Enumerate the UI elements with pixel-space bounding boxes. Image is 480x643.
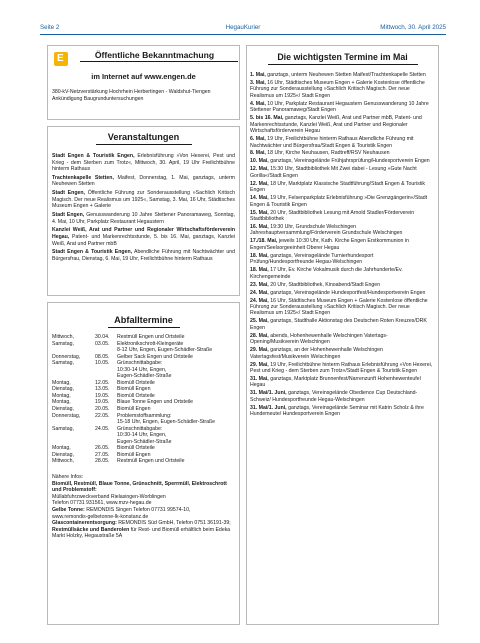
important-dates-box <box>246 45 439 625</box>
waste-info-line: Biomüll, Restmüll, Blaue Tonne, Grünschnitt, Sperrmüll, Elektroschrott und Problemstoff: <box>52 480 227 494</box>
date-item: 18. Mai, 17 Uhr, Ev. Kirche Vokalmusik durch die Jahrhunderte/Ev. Kirchengemeinde <box>250 267 403 280</box>
date-item: 28. Mai, abends, Hohenhewenhalle Welschingen Vatertags-Opening/Musikverein Welschingen <box>250 332 388 346</box>
waste-title-underline <box>108 327 180 328</box>
waste-text-cell: Eugen-Schädler-Straße <box>117 373 172 380</box>
waste-date-cell: 10.05. <box>95 360 110 367</box>
date-item: 18. Mai, ganztags, Vereinsgelände Turnierhundesport Prüfung/Hundesportfreunde Hegau-Welschingen <box>250 252 374 266</box>
waste-text-cell: Biomüll Engen <box>117 451 151 458</box>
date-item: 24. Mai, 16 Uhr, Städtisches Museum Engen + Galerie Kostenlose öffentliche Führung zur Sonderausstellung »Sachlich Kritisch Magisch. Der neue Realismus um 1925«/ Stadt Engen <box>250 297 428 317</box>
waste-day-cell: Dienstag, <box>52 451 74 458</box>
waste-title: Abfalltermine <box>114 315 173 325</box>
waste-date-cell: 28.05. <box>95 458 110 465</box>
event-item: Stadt Engen, Öffentliche Führung zur Sonderausstellung »Sachlich Kritisch Magisch. Der neue Realismus um 1925«, Samstag, 3. Mai, 16 Uhr, Städtisches Museum Engen + Galerie <box>52 190 235 210</box>
waste-info-line: Müllabfuhrzweckverband Rielasingen-Worblingen <box>52 493 166 500</box>
waste-date-cell: 27.05. <box>95 451 110 458</box>
public-notice-box <box>47 45 240 120</box>
date-item: 29. Mai, ganztags, an der Hohenhewenhalle Welschingen Vatertagsfest/Musikverein Welschingen <box>250 347 383 360</box>
waste-day-cell: Montag, <box>52 399 71 406</box>
waste-text-cell: Biomüll Engen <box>117 406 151 413</box>
waste-text-cell: Gelber Sack Engen und Ortsteile <box>117 353 193 360</box>
waste-text-cell: Grünschnittabgabe: <box>117 425 163 432</box>
date-item: 23. Mai, 20 Uhr, Stadtbibliothek, Kinoabend/Stadt Engen <box>250 281 381 288</box>
waste-text-cell: 15-18 Uhr, Engen, Eugen-Schädler-Straße <box>117 419 216 426</box>
waste-day-cell: Samstag, <box>52 340 74 347</box>
waste-day-cell: Montag, <box>52 379 71 386</box>
dates-list <box>247 65 438 418</box>
waste-day-cell: Dienstag, <box>52 406 74 413</box>
events-title: Veranstaltungen <box>107 132 180 142</box>
date-item: 1. Mai, ganztags, unterm Neuhewen Stetten Maifest/Trachtenkapelle Stetten <box>250 72 426 78</box>
waste-text-cell: Biomüll Engen <box>117 386 151 393</box>
date-item: 25. Mai, ganztags, Stadthalle Aktionstag des Deutschen Roten Kreuzes/DRK Engen <box>250 318 427 331</box>
date-item: 5. bis 16. Mai, ganztags, Kanzlei Weiß, Arat und Partner mbB, Patent- und Markenrechtsstunde, Kanzlei Weiß, Arat und Partner und Regionaler Wirtschaftsförderverein Hegau <box>250 115 422 135</box>
date-item: 31. Mai/1. Juni, ganztags, Vereinsgelände Seminar mit Katrin Scholz & ihre Hundemeute/ Hundesportverein Engen <box>250 404 424 418</box>
header-divider <box>40 34 446 35</box>
waste-date-cell: 22.05. <box>95 412 110 419</box>
notice-line-1: 380-kV-Netzverstärkung Hochrhein Herbertingen - Waldshut-Tiengen <box>52 89 211 95</box>
dates-title: Die wichtigsten Termine im Mai <box>277 52 408 62</box>
date-item: 12. Mai, 18 Uhr, Marktplatz Klassische Stadtführung/Stadt Engen & Touristik Engen <box>250 180 425 194</box>
notice-link[interactable]: im Internet auf www.engen.de <box>91 72 196 81</box>
date-item: 15. Mai, 20 Uhr, Stadtbibliothek Lesung mit Arnold Stadler/Förderverein Stadtbibliothek <box>250 209 415 223</box>
date-item: 10. Mai, ganztags, Vereinsgelände Frühjahrsprüfung/Hundesportverein Engen <box>250 158 430 165</box>
waste-day-cell: Donnerstag, <box>52 412 81 419</box>
waste-day-cell: Mittwoch, <box>52 458 74 465</box>
waste-text-cell: 10:30-14 Uhr, Engen, <box>117 366 167 373</box>
waste-date-cell: 20.05. <box>95 406 110 413</box>
waste-info-line: Gelbe Tonne: REMONDIS Singen Telefon 07731 99574-10, <box>52 506 191 513</box>
waste-day-cell: Montag, <box>52 392 71 399</box>
notice-text <box>52 89 235 102</box>
date-item: 3. Mai, 16 Uhr, Städtisches Museum Engen + Galerie Kostenlose öffentliche Führung zur Sonderausstellung »Sachlich Kritisch Magisch. Der neue Realismus um 1925«/ Stadt Engen <box>250 79 425 99</box>
waste-text-cell: 10:30-14 Uhr, Engen, <box>117 432 167 439</box>
waste-text-cell: Elektronikschrott-Kleingeräte <box>117 340 184 347</box>
waste-info-line: Telefon 07731 931561, www.mzv-hegau.de <box>52 500 152 507</box>
waste-date-cell: 19.05. <box>95 399 110 406</box>
event-item: Stadt Engen & Touristik Engen, Erlebnisführung »Von Hexerei, Pest und Krieg - dem Sterben zum Trotz«, Mittwoch, 30. April, 19 Uhr Freilichtbühne hinterm Rathaus <box>52 153 235 173</box>
date-item: 24. Mai, ganztags, Vereinsgelände Hundesportfest/Hundesportverein Engen <box>250 289 426 296</box>
waste-info-title: Nähere Infos: <box>52 473 84 480</box>
waste-dates-box <box>47 302 240 625</box>
waste-day-cell: Donnerstag, <box>52 353 81 360</box>
waste-day-cell: Samstag, <box>52 360 74 367</box>
waste-info <box>48 465 239 540</box>
event-item: Stadt Engen & Touristik Engen, Abendliche Führung mit Nachtwächter und Bürgersfrau, Dienstag, 6. Mai, 19 Uhr, Freilichtbühne hinterm Rathaus <box>52 249 235 262</box>
waste-date-cell: 30.04. <box>95 334 110 340</box>
waste-date-cell: 24.05. <box>95 425 110 432</box>
date-item: 4. Mai, 10 Uhr, Parkplatz Restaurant Hegaustern Genusswanderung 10 Jahre Stettener Panoramaweg/Stadt Engen <box>250 100 429 114</box>
date-item: 17./18. Mai, jeweils 10:30 Uhr, Kath. Kirche Engen Erstkommunion in Engen/Seelsorgeeinheit Oberer Hegau <box>250 238 409 251</box>
waste-date-cell: 08.05. <box>95 353 110 360</box>
waste-text-cell: Blaue Tonne Engen und Ortsteile <box>117 399 194 406</box>
waste-date-cell: 26.05. <box>95 445 110 452</box>
waste-date-cell: 19.05. <box>95 392 110 399</box>
date-item: 31. Mai/1. Juni, ganztags, Vereinsgelände Obedience Cup Deutschland-Schweiz/ Hundesportfreunde Hegau-Welschingen <box>250 390 418 403</box>
notice-line-2: Ankündigung Baugrunduntersuchungen <box>52 95 144 102</box>
event-item: Kanzlei Weiß, Arat und Partner und Regionaler Wirtschaftsförderverein Hegau, Patent- und Markenrechtsstunde, 5. bis 16. Mai, ganztags, Kanzlei Weiß, Arat und Partner mbB <box>52 227 235 247</box>
waste-info-line: Glascontainerentsorgung: REMONDIS Süd GmbH, Telefon 0751 36191-39; <box>52 520 231 527</box>
events-box <box>47 126 240 296</box>
waste-day-cell: Samstag, <box>52 425 74 432</box>
waste-text-cell: 8-12 Uhr, Engen, Eugen-Schädler-Straße <box>117 347 213 354</box>
issue-date: Mittwoch, 30. April 2025 <box>380 24 446 31</box>
events-list <box>48 145 239 262</box>
notice-title-underline <box>80 61 238 62</box>
event-item: Trachtenkapelle Stetten, Maifest, Donnerstag, 1. Mai, ganztags, unterm Neuhewen Stetten <box>52 174 235 188</box>
date-item: 31. Mai, ganztags, Marktplatz Brunnenfest/Narrenzunft Hohenhewenteufel Hegau <box>250 376 421 389</box>
page-number: Seite 2 <box>40 24 60 31</box>
waste-text-cell: Biomüll Ortsteile <box>117 445 155 452</box>
date-item: 29. Mai, 19 Uhr, Freilichtbühne hinterm Rathaus Erlebnisführung »Von Hexerei, Pest und Krieg - dem Sterben zum Trotz«/Stadt Engen & Touristik Engen <box>250 361 433 375</box>
waste-text-cell: Biomüll Ortsteile <box>117 379 155 386</box>
waste-text-cell: Eugen-Schädler-Straße <box>117 438 172 445</box>
waste-table <box>52 334 215 465</box>
notice-title: Öffentliche Bekanntmachung <box>94 50 215 60</box>
waste-text-cell: Restmüll Engen und Ortsteile <box>117 334 185 340</box>
date-item: 14. Mai, 19 Uhr, Felsenparkplatz Erlebnisführung »Die Grenzgängerin«/Stadt Engen & Touristik Engen <box>250 195 428 208</box>
waste-text-cell: Problemstoffsammlung: <box>117 412 172 419</box>
waste-text-cell: Biomüll Ortsteile <box>117 392 155 399</box>
engen-logo-icon: E <box>54 52 68 66</box>
date-item: 6. Mai, 19 Uhr, Freilichtbühne hinterm Rathaus Abendliche Führung mit Nachtwächter und Bürgersfrau/Stadt Engen & Touristik Engen <box>250 136 414 149</box>
waste-date-cell: 13.05. <box>95 386 110 393</box>
date-item: 12. Mai, 15:30 Uhr, Stadtbibliothek Mit Zwei dabei - Lesung »Gute Nacht Gorilla«/Stadt Engen <box>250 166 417 179</box>
newspaper-name: HegauKurier <box>225 24 261 31</box>
date-item: 8. Mai, 18 Uhr, Kirche Neuhausen, Radtreff/RSV Neuhausen <box>250 150 390 157</box>
waste-day-cell: Mittwoch, <box>52 334 74 340</box>
waste-text-cell: Grünschnittabgabe: <box>117 360 163 367</box>
waste-date-cell: 12.05. <box>95 379 110 386</box>
waste-day-cell: Montag, <box>52 445 71 452</box>
date-item: 16. Mai, 19:30 Uhr, Grundschule Welschingen Jahreshauptversammlung/Förderverein Grundschule Welschingen <box>250 224 403 237</box>
waste-info-line: Restmüllsäcke und Banderolen für Rest- und Biomüll erhältlich beim Edeka Markt Holzky, Hegaustraße 5A <box>52 526 231 540</box>
waste-info-line: www.remondis-gelbetonne-lk-konstanz.de <box>52 513 149 520</box>
waste-text-cell: Restmüll Engen und Ortsteile <box>117 458 185 465</box>
waste-date-cell: 03.05. <box>95 340 110 347</box>
event-item: Stadt Engen, Genusswanderung 10 Jahre Stettener Panoramaweg, Sonntag, 4. Mai, 10 Uhr, Parkplatz Restaurant Hegaustern <box>52 212 236 225</box>
waste-day-cell: Dienstag, <box>52 386 74 393</box>
